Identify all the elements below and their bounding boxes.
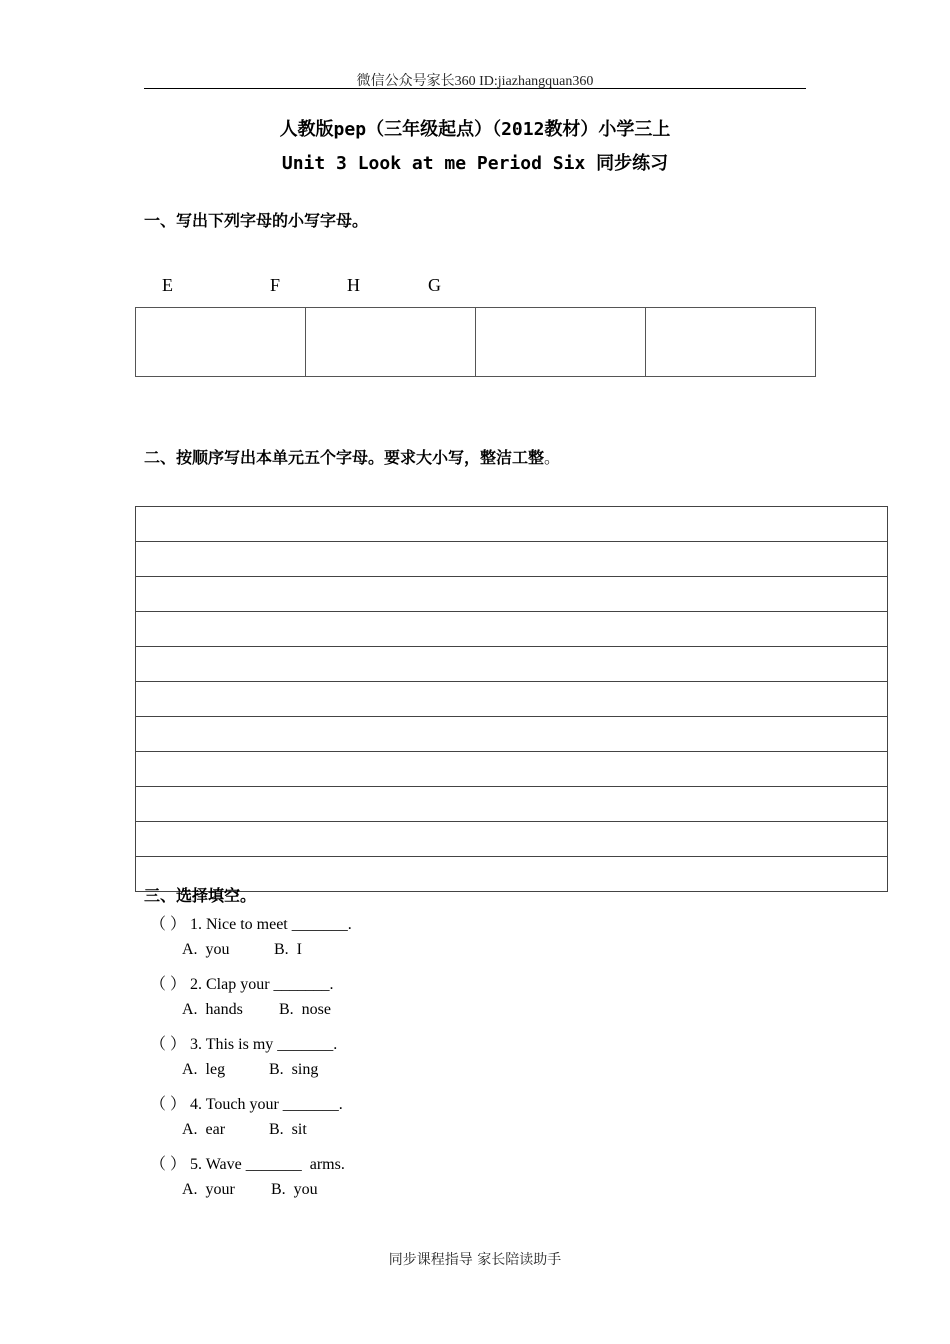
writing-line[interactable]	[136, 822, 888, 857]
question-4	[150, 1091, 343, 1114]
option-a: A. leg	[182, 1061, 226, 1078]
question-5	[150, 1151, 345, 1174]
options-2	[182, 1001, 331, 1019]
writing-line[interactable]	[136, 542, 888, 577]
option-a: A. ear	[182, 1121, 226, 1138]
answer-parenthesis[interactable]: （ ）	[150, 1156, 187, 1173]
option-a: A. hands	[182, 1001, 243, 1018]
writing-line[interactable]	[136, 752, 888, 787]
section1-heading: 一、写出下列字母的小写字母。	[144, 211, 369, 230]
letter-f: F	[270, 275, 281, 295]
question-1	[150, 911, 352, 934]
section2-heading	[144, 445, 560, 468]
question-text: 3. This is my _______.	[190, 1036, 338, 1053]
letter-e: E	[162, 275, 173, 295]
question-text: 2. Clap your _______.	[190, 976, 334, 993]
writing-line[interactable]	[136, 682, 888, 717]
question-2	[150, 971, 334, 994]
writing-line[interactable]	[136, 612, 888, 647]
writing-line[interactable]	[136, 507, 888, 542]
option-b: B. sit	[269, 1121, 307, 1138]
letter-g: G	[428, 275, 441, 295]
answer-box[interactable]	[136, 308, 306, 377]
option-a: A. you	[182, 941, 230, 958]
answer-parenthesis[interactable]: （ ）	[150, 1036, 187, 1053]
option-b: B. you	[271, 1181, 318, 1198]
option-a: A. your	[182, 1181, 235, 1198]
option-b: B. I	[274, 941, 302, 958]
page-header: 微信公众号家长360 ID:jiazhangquan360	[356, 74, 594, 89]
writing-line[interactable]	[136, 577, 888, 612]
page-footer: 同步课程指导 家长陪读助手	[388, 1252, 562, 1268]
writing-lines	[135, 506, 888, 892]
document-subtitle: Unit 3 Look at me Period Six 同步练习	[281, 153, 669, 174]
section2-heading-end: 。	[544, 448, 561, 467]
answer-box[interactable]	[306, 308, 476, 377]
document-title: 人教版pep（三年级起点）（2012教材）小学三上	[279, 119, 671, 140]
header-divider	[144, 88, 806, 89]
options-1	[182, 941, 302, 959]
writing-line[interactable]	[136, 717, 888, 752]
options-3	[182, 1061, 319, 1079]
option-b: B. sing	[269, 1061, 319, 1078]
answer-box[interactable]	[476, 308, 646, 377]
options-5	[182, 1181, 318, 1199]
writing-line[interactable]	[136, 787, 888, 822]
answer-parenthesis[interactable]: （ ）	[150, 976, 187, 993]
answer-parenthesis[interactable]: （ ）	[150, 1096, 187, 1113]
answer-box[interactable]	[646, 308, 816, 377]
writing-line[interactable]	[136, 647, 888, 682]
question-text: 4. Touch your _______.	[190, 1096, 343, 1113]
question-3	[150, 1031, 337, 1054]
lowercase-answer-grid	[135, 307, 816, 377]
answer-parenthesis[interactable]: （ ）	[150, 916, 187, 933]
question-text: 5. Wave _______ arms.	[190, 1156, 345, 1173]
option-b: B. nose	[279, 1001, 331, 1018]
letter-h: H	[347, 275, 360, 295]
section2-heading-text: 二、按顺序写出本单元五个字母。要求大小写，整洁工整	[144, 448, 545, 467]
options-4	[182, 1121, 307, 1139]
question-text: 1. Nice to meet _______.	[190, 916, 352, 933]
section3-heading: 三、选择填空。	[144, 886, 257, 905]
